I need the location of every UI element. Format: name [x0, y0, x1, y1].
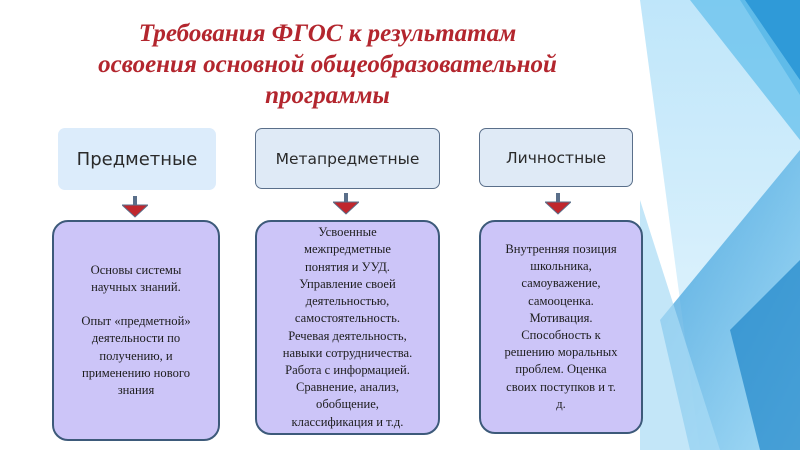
title-line: Требования ФГОС к результатам	[138, 20, 517, 47]
card-line: Работа с информацией.	[285, 362, 410, 377]
card-line: решению моральных	[504, 345, 618, 360]
category-metasubject	[255, 128, 440, 189]
card-text	[505, 241, 618, 413]
card-line: Мотивация.	[529, 310, 593, 325]
card-line: своих поступков и т.	[506, 379, 616, 394]
card-line: д.	[556, 396, 566, 411]
slide-title	[0, 18, 655, 111]
card-line: понятия и УУД.	[305, 259, 390, 274]
category-subject	[58, 128, 216, 190]
card-line: Способность к	[521, 328, 601, 342]
card-line: проблем. Оценка	[515, 362, 607, 377]
card-line: Внутренняя позиция	[505, 241, 617, 256]
card-line: знания	[117, 383, 155, 397]
card-line: получению, и	[99, 348, 173, 363]
card-line: деятельности по	[91, 331, 181, 346]
card-subject	[52, 220, 220, 441]
card-line: навыки сотрудничества.	[282, 345, 413, 360]
category-personal	[479, 128, 633, 187]
card-line: самостоятельность.	[294, 311, 401, 326]
card-line: деятельностью,	[305, 294, 390, 309]
card-line: научных знаний.	[91, 279, 181, 294]
card-metasubject	[255, 220, 440, 435]
card-line: применению нового	[81, 365, 191, 380]
card-line: школьника,	[530, 259, 592, 274]
card-line: Опыт «предметной»	[81, 314, 191, 329]
card-line: Сравнение, анализ,	[295, 380, 400, 395]
card-line: самоуважение,	[521, 276, 601, 291]
card-text	[283, 224, 413, 430]
card-text	[81, 262, 190, 399]
title-line: программы	[265, 82, 390, 109]
category-label: Предметные	[76, 148, 198, 170]
category-label: Метапредметные	[275, 149, 420, 168]
title-line: освоения основной общеобразовательной	[98, 51, 557, 78]
card-line: межпредметные	[304, 242, 391, 257]
card-line: Основы системы	[90, 262, 182, 277]
card-line	[81, 296, 190, 313]
down-arrow-icon	[122, 196, 148, 218]
card-line: Усвоенные	[318, 225, 377, 240]
category-label: Личностные	[506, 148, 606, 167]
card-line: самооценка.	[528, 293, 594, 308]
down-arrow-icon	[545, 193, 571, 215]
card-line: классификация и т.д.	[291, 414, 404, 429]
card-line: Управление своей	[299, 276, 396, 291]
card-line: обобщение,	[316, 397, 379, 412]
card-line: Речевая деятельность,	[288, 328, 407, 343]
down-arrow-icon	[333, 193, 359, 215]
card-personal	[479, 220, 643, 434]
